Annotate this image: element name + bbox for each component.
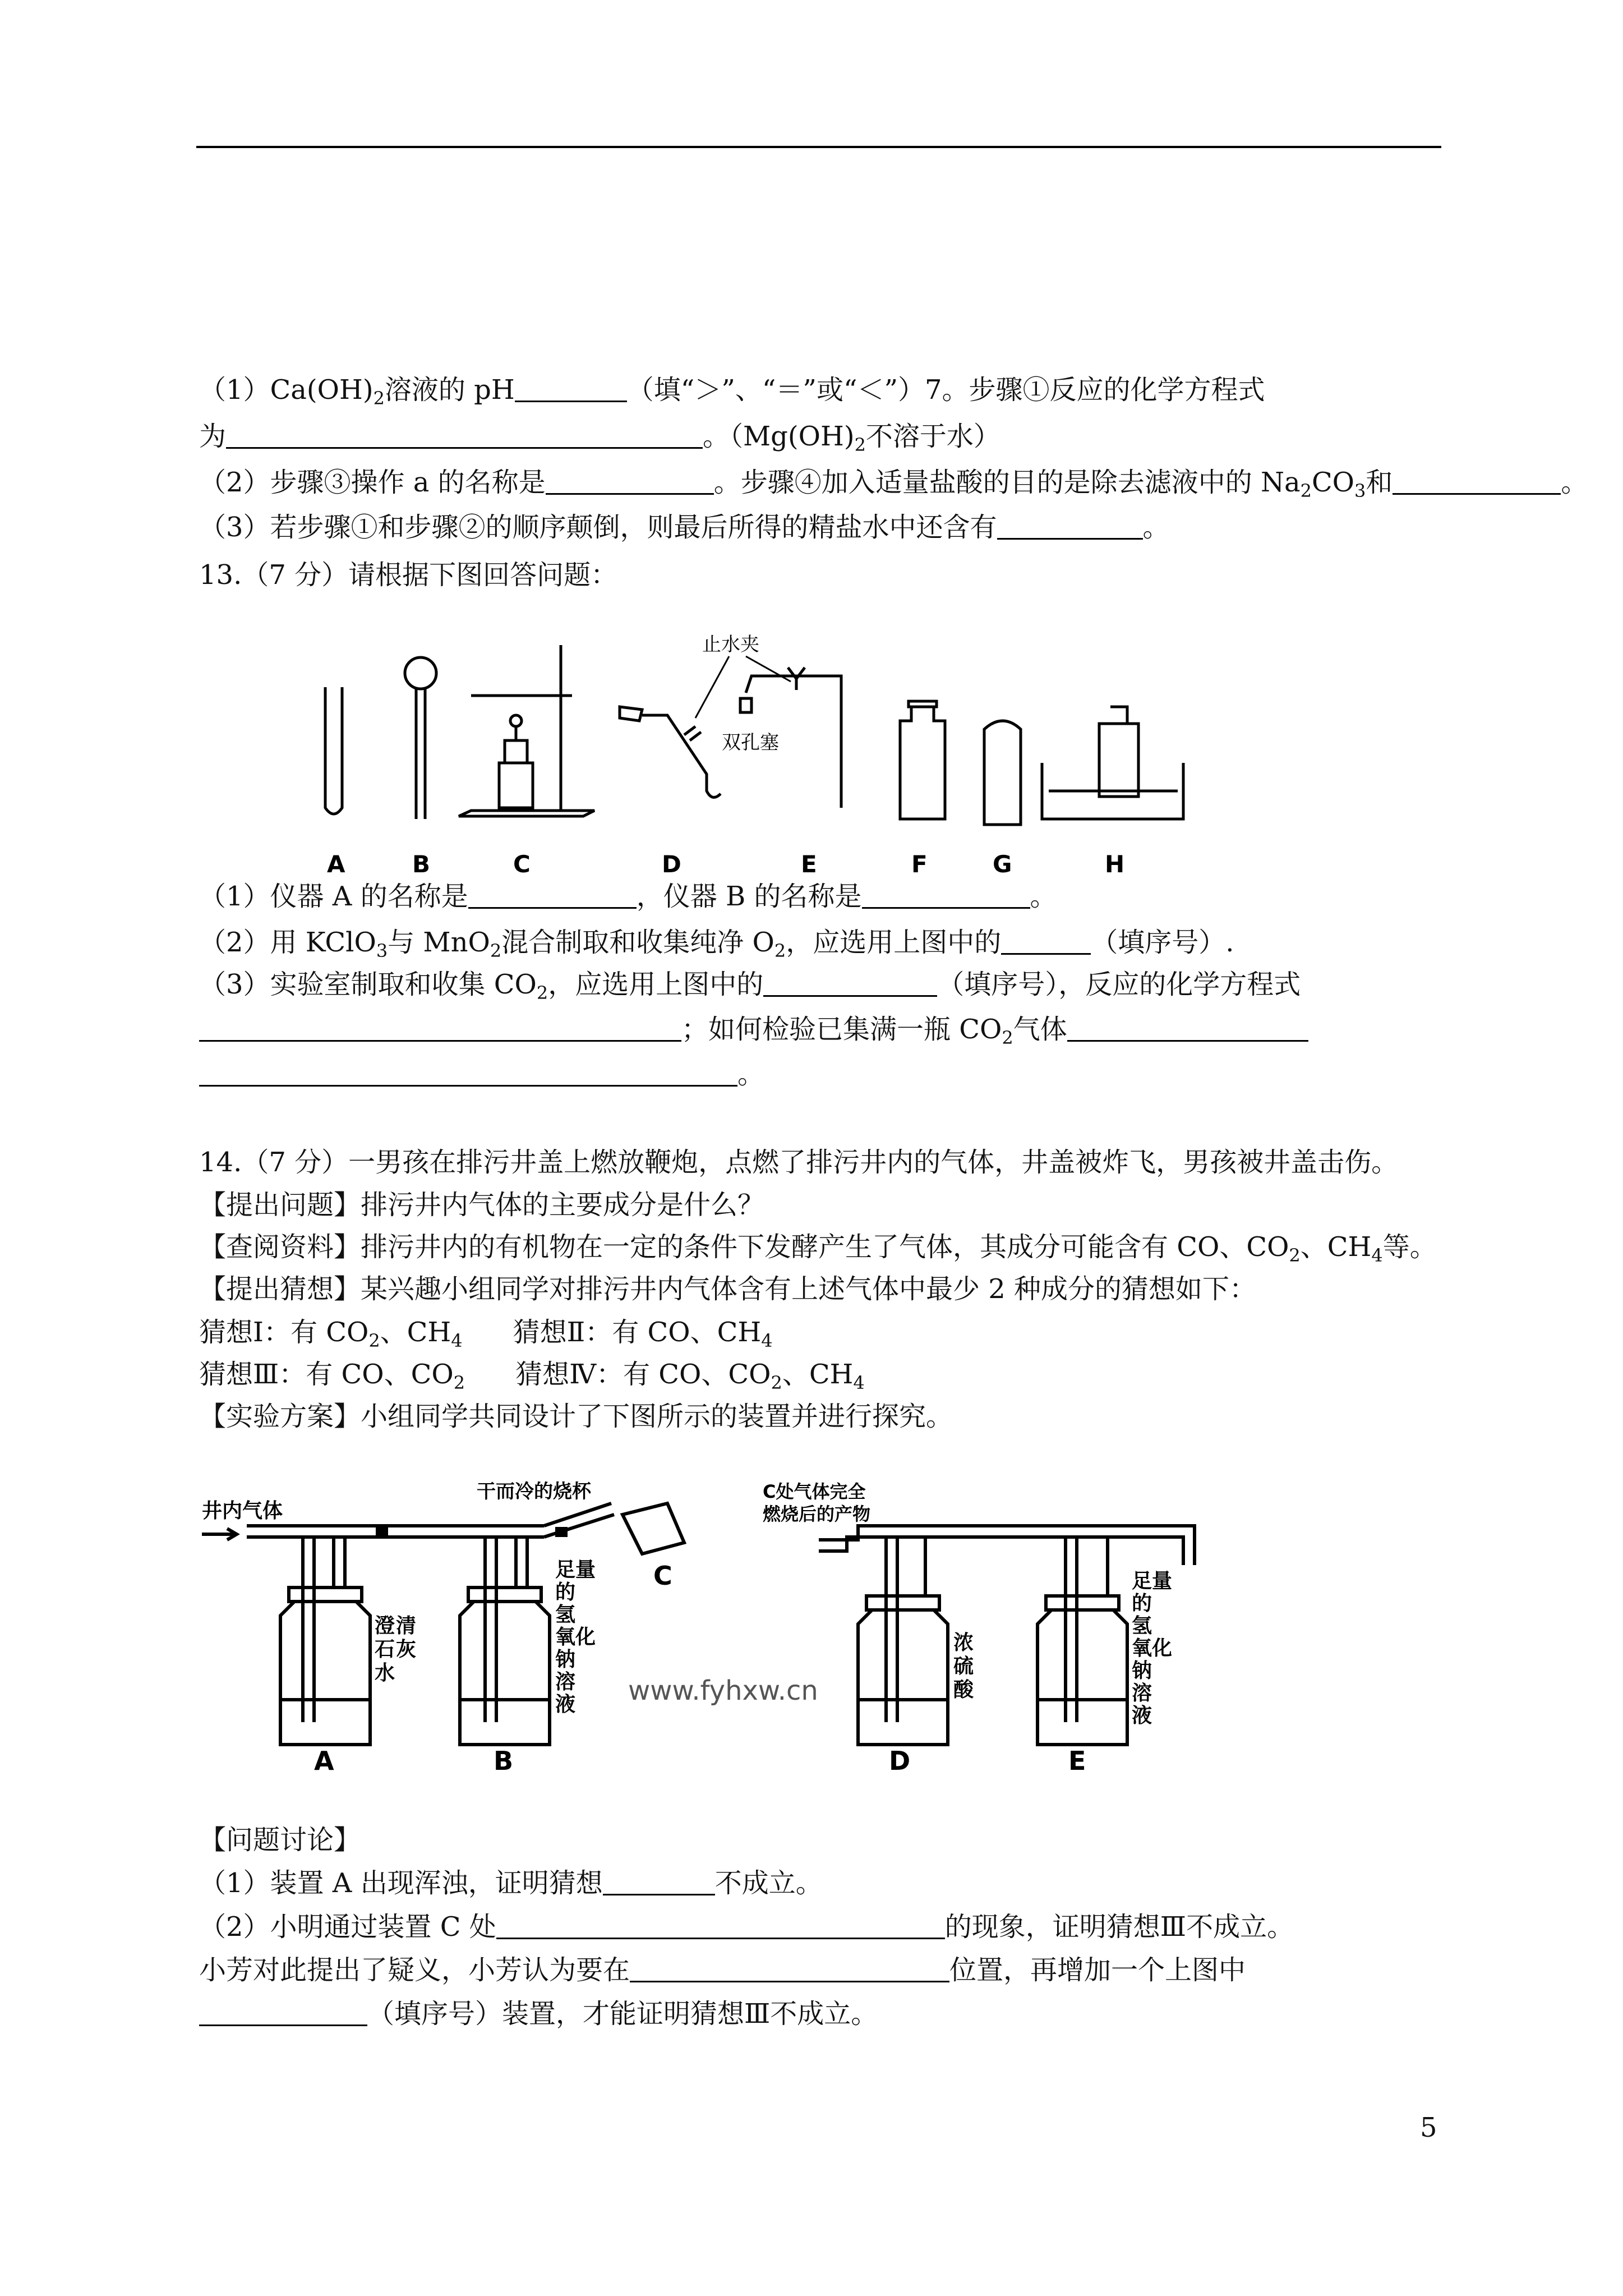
fig-letter-D: D [662, 850, 681, 878]
naoh-e-2: 量 [1152, 1570, 1173, 1593]
lime-label-4: 灰 [396, 1638, 417, 1661]
naoh-e-4: 氢 [1132, 1614, 1152, 1637]
acid-label-1: 浓 [953, 1631, 974, 1654]
q13-line-1: （1）仪器 A 的名称是 ，仪器 B 的名称是 。 [199, 881, 1057, 912]
q14-guess-intro: 【提出猜想】某兴趣小组同学对排污井内气体含有上述气体中最少 2 种成分的猜想如下： [199, 1273, 1257, 1305]
clamp-label: 止水夹 [702, 633, 759, 656]
naoh-b-6: 化 [575, 1626, 596, 1649]
answer-blank[interactable] [226, 422, 703, 449]
q13-line-2: （2）用 KClO$_3$与 MnO$_2$混合制取和收集纯净 $O_2$，应选用上图中的 （填序号）. [199, 927, 1234, 961]
q14-discuss-4: （填序号）装置，才能证明猜想Ⅲ不成立。 [199, 1997, 878, 2031]
answer-blank[interactable] [515, 376, 627, 402]
fig-letter-A: A [327, 850, 345, 878]
fig-letter-F: F [911, 850, 928, 878]
iron-stand-C [459, 811, 594, 816]
naoh-e-5: 氧 [1132, 1637, 1152, 1660]
naoh-e-7: 钠 [1132, 1659, 1152, 1682]
answer-blank[interactable] [1001, 928, 1091, 955]
naoh-b-1: 足 [555, 1558, 576, 1581]
acid-label-2: 硫 [953, 1655, 974, 1678]
answer-blank[interactable] [546, 468, 714, 495]
answer-blank[interactable] [468, 882, 637, 909]
stopper-label: 双孔塞 [722, 731, 779, 754]
bottle-E [1038, 1610, 1127, 1745]
fig-letter-C: C [513, 850, 531, 878]
beaker-label: 干而冷的烧杯 [477, 1481, 591, 1503]
inlet-label: 井内气体 [202, 1499, 283, 1522]
answer-blank[interactable] [630, 1956, 949, 1982]
answer-blank[interactable] [862, 882, 1030, 909]
page-number: 5 [1420, 2112, 1437, 2143]
answer-blank[interactable] [1393, 468, 1561, 495]
fig2-letter-A: A [314, 1746, 334, 1773]
naoh-e-6: 化 [1152, 1637, 1173, 1660]
q14-discuss-3: 小芳对此提出了疑义，小芳认为要在 位置，再增加一个上图中 [199, 1954, 1246, 1986]
fig2-letter-D: D [889, 1746, 911, 1773]
naoh-b-8: 溶 [555, 1671, 576, 1694]
test-tube-A [325, 687, 342, 814]
q14-info: 【查阅资料】排污井内的有机物在一定的条件下发酵产生了气体，其成分可能含有 CO、$CO_2$、$CH_4$等。 [199, 1231, 1437, 1266]
fig-letter-H: H [1105, 850, 1125, 878]
watermark: www.fyhxw.cn [628, 1675, 818, 1706]
q12-line-4: （3）若步骤①和步骤②的顺序颠倒，则最后所得的精盐水中还含有 。 [199, 512, 1170, 543]
lime-label-1: 澄 [375, 1614, 395, 1637]
fig2-letter-B: B [494, 1746, 514, 1773]
bottle-A [280, 1602, 370, 1745]
c-gas-label-1: C处气体完全 [763, 1481, 866, 1502]
answer-blank[interactable] [1067, 1015, 1308, 1042]
bottle-B [460, 1602, 550, 1745]
q13-title: 13.（7 分）请根据下图回答问题： [199, 559, 618, 591]
fig-letter-G: G [993, 850, 1012, 878]
answer-blank[interactable] [763, 970, 937, 997]
acid-label-3: 酸 [953, 1678, 974, 1701]
naoh-b-9: 液 [555, 1693, 576, 1716]
q12-line-3: （2）步骤③操作 a 的名称是 。步骤④加入适量盐酸的目的是除去滤液中的 $Na_2CO_3$和 。 [199, 467, 1588, 501]
q14-apparatus-figure [196, 1481, 1217, 1773]
beaker-C [623, 1503, 684, 1554]
q13-line-4: ；如何检验已集满一瓶 $CO_2$气体 [199, 1013, 1308, 1055]
naoh-b-7: 钠 [555, 1648, 576, 1671]
q12-line-1: $(1)Ca(OH)_2$溶液的 pH （填“＞”、“＝”或“＜”）7。步骤①反应的化学方程式 [199, 374, 1265, 409]
q14-guess-1-2: 猜想Ⅰ：有 $CO_2$、$CH_4$ 猜想Ⅱ：有 CO、$CH_4$ [199, 1317, 773, 1351]
fig2-letter-C: C [653, 1561, 672, 1591]
q13-apparatus-figure [303, 623, 1200, 881]
lime-label-5: 水 [375, 1662, 395, 1685]
naoh-b-2: 量 [575, 1558, 596, 1581]
answer-blank[interactable] [603, 1869, 715, 1895]
header-rule [196, 146, 1441, 148]
q14-ask: 【提出问题】排污井内气体的主要成分是什么？ [199, 1189, 765, 1221]
answer-blank[interactable] [997, 513, 1143, 540]
lime-label-3: 石 [375, 1638, 395, 1661]
naoh-e-3: 的 [1132, 1592, 1152, 1615]
stopper-tube-D [620, 707, 642, 721]
naoh-e-1: 足 [1132, 1570, 1152, 1593]
q13-line-5: 。 [199, 1057, 764, 1091]
q12-line-2: 为 。（$Mg(OH)_2$不溶于水） [199, 421, 1000, 455]
answer-blank[interactable] [199, 1060, 737, 1087]
naoh-b-4: 氢 [555, 1603, 576, 1626]
answer-blank[interactable] [199, 1015, 681, 1042]
q14-discuss-title: 【问题讨论】 [199, 1824, 361, 1856]
q14-discuss-1: （1）装置 A 出现浑浊，证明猜想 不成立。 [199, 1867, 823, 1899]
fig-letter-E: E [801, 850, 817, 878]
q13-line-3: （3）实验室制取和收集 $CO_2$，应选用上图中的 （填序号），反应的化学方程式 [199, 969, 1301, 1004]
naoh-e-8: 溶 [1132, 1682, 1152, 1705]
lime-label-2: 清 [396, 1614, 417, 1637]
bottle-G [984, 721, 1021, 825]
bottle-D [858, 1610, 948, 1745]
naoh-b-3: 的 [555, 1581, 576, 1604]
fig2-letter-E: E [1068, 1746, 1086, 1773]
naoh-e-9: 液 [1132, 1704, 1152, 1727]
funnel-B [405, 657, 436, 689]
answer-blank[interactable] [496, 1913, 945, 1939]
q14-plan: 【实验方案】小组同学共同设计了下图所示的装置并进行探究。 [199, 1401, 953, 1432]
fig-letter-B: B [412, 850, 431, 878]
q14-guess-3-4: 猜想Ⅲ：有 CO、$CO_2$ 猜想Ⅳ：有 CO、$CO_2$、$CH_4$ [199, 1359, 865, 1393]
naoh-b-5: 氧 [555, 1626, 576, 1649]
q14-discuss-2: （2）小明通过装置 C 处 的现象，证明猜想Ⅲ不成立。 [199, 1911, 1294, 1943]
c-gas-label-2: 燃烧后的产物 [763, 1503, 871, 1525]
bottle-F [900, 707, 945, 819]
q14-title: 14.（7 分）一男孩在排污井盖上燃放鞭炮，点燃了排污井内的气体，井盖被炸飞，男孩被井盖击伤。 [199, 1147, 1399, 1178]
answer-blank[interactable] [199, 2000, 367, 2026]
